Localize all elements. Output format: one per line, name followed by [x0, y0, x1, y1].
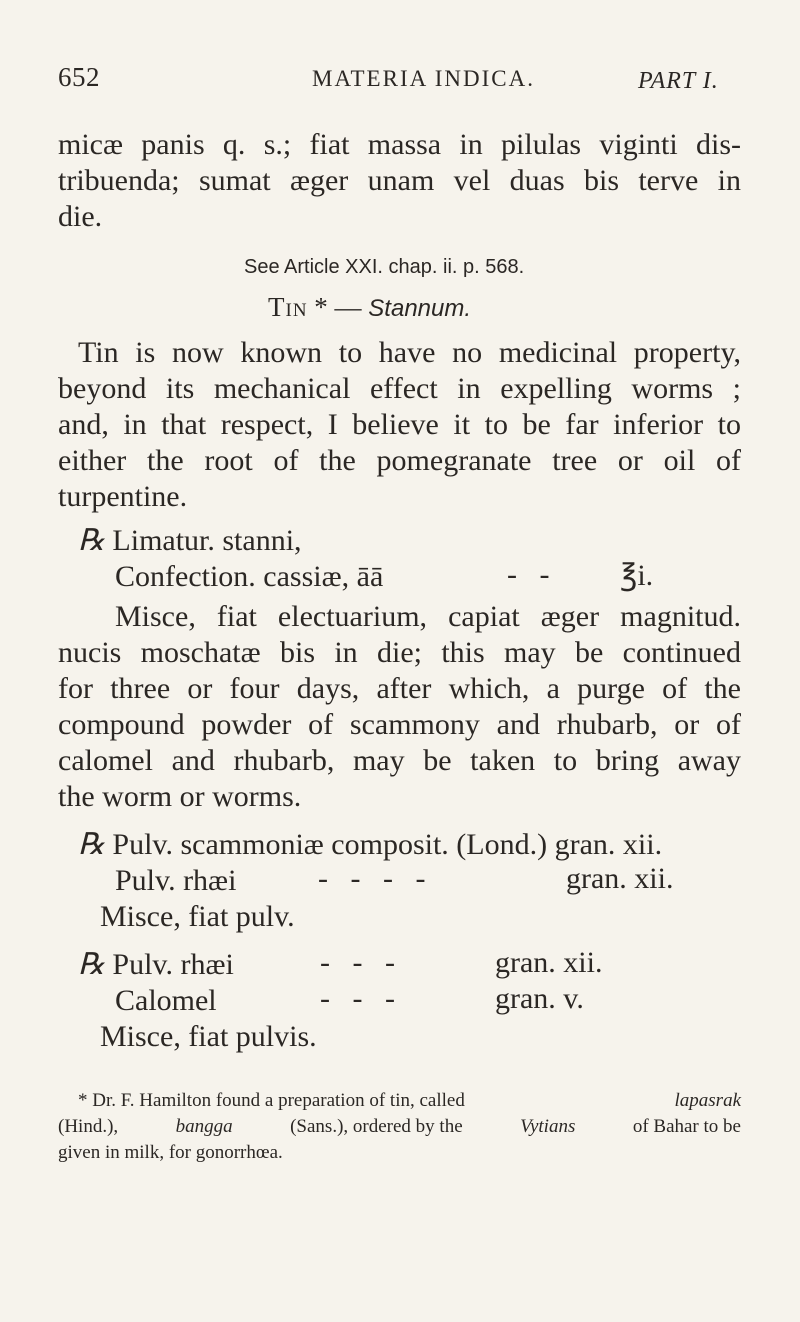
recipe2-line-1: [78, 826, 662, 864]
running-title: MATERIA INDICA.: [312, 66, 535, 91]
recipe1-text-3: for three or four days, after which, a purge of the: [58, 672, 741, 705]
tin-line-2: beyond its mechanical effect in expelling worms ;: [58, 372, 741, 405]
recipe2-ingredient-2: Pulv. rhæi: [115, 864, 237, 897]
intro-line-3: die.: [58, 200, 103, 233]
heading-dash: —: [334, 292, 362, 322]
see-also-reference: See Article XXI. chap. ii. p. 568.: [244, 256, 525, 278]
recipe3-direction: Misce, fiat pulvis.: [100, 1020, 317, 1053]
intro-line-1: micæ panis q. s.; fiat massa in pilulas viginti dis-: [58, 128, 741, 161]
rx-symbol: ℞: [78, 828, 105, 861]
recipe1-text-4: compound powder of scammony and rhubarb, or of: [58, 708, 741, 741]
tin-line-3: and, in that respect, I believe it to be far inferior to: [58, 408, 741, 441]
footnote-line-1-text: [78, 1088, 465, 1114]
recipe1-ingredient-2: Confection. cassiæ, āā: [115, 560, 384, 593]
recipe3-amount-2: gran. v.: [495, 982, 584, 1015]
footnote-line-1: [78, 1088, 741, 1114]
recipe1-text-1: Misce, fiat electuarium, capiat æger magnitud.: [115, 600, 741, 633]
tin-line-1: Tin is now known to have no medicinal property,: [78, 336, 741, 369]
footnote-people: Vytians: [520, 1116, 576, 1137]
recipe1-text-2: nucis moschatæ bis in die; this may be continued: [58, 636, 741, 669]
recipe1-amount: ℥i.: [620, 559, 654, 592]
part-label: PART I.: [638, 68, 719, 94]
footnote-text: Dr. F. Hamilton found a preparation of tin, called: [92, 1090, 465, 1111]
recipe3-line-1: [78, 946, 234, 984]
recipe2-dashes: - - - -: [318, 862, 426, 895]
footnote-bahar: of Bahar to be: [632, 1116, 741, 1137]
footnote-line-2: [58, 1114, 741, 1140]
recipe1-text-5: calomel and rhubarb, may be taken to bring away: [58, 744, 741, 777]
footnote-hind: (Hind.),: [58, 1116, 119, 1137]
recipe2-ingredient-1: Pulv. scammoniæ composit. (Lond.) gran. xii.: [112, 828, 663, 861]
recipe1-text-6: the worm or worms.: [58, 780, 302, 813]
tin-line-4: either the root of the pomegranate tree or oil of: [58, 444, 741, 477]
section-latin-name: Stannum.: [368, 295, 472, 322]
section-heading: [268, 292, 471, 323]
recipe1-ingredient-1: Limatur. stanni,: [112, 524, 302, 557]
rx-symbol: ℞: [78, 524, 105, 557]
recipe2-amount: gran. xii.: [566, 862, 674, 895]
recipe2-direction: Misce, fiat pulv.: [100, 900, 295, 933]
recipe3-dashes-2: - - -: [320, 982, 395, 1015]
recipe1-dashes: - -: [507, 558, 550, 591]
recipe1-line-1: [78, 522, 302, 560]
footnote-marker: *: [314, 292, 328, 322]
rx-symbol: ℞: [78, 948, 105, 981]
footnote-line-3: given in milk, for gonorrhœa.: [58, 1142, 283, 1163]
recipe3-ingredient-2: Calomel: [115, 984, 217, 1017]
intro-line-2: tribuenda; sumat æger unam vel duas bis terve in: [58, 164, 741, 197]
recipe3-dashes-1: - - -: [320, 946, 395, 979]
tin-line-5: turpentine.: [58, 480, 188, 513]
footnote-ordered: (Sans.), ordered by the: [290, 1116, 463, 1137]
footnote-marker: *: [78, 1090, 88, 1111]
page-number: 652: [58, 62, 100, 92]
footnote-sanskrit-term: bangga: [175, 1116, 233, 1137]
footnote-term: lapasrak: [674, 1090, 741, 1111]
section-name: Tin: [268, 292, 308, 322]
recipe3-ingredient-1: Pulv. rhæi: [112, 948, 234, 981]
recipe3-amount-1: gran. xii.: [495, 946, 603, 979]
